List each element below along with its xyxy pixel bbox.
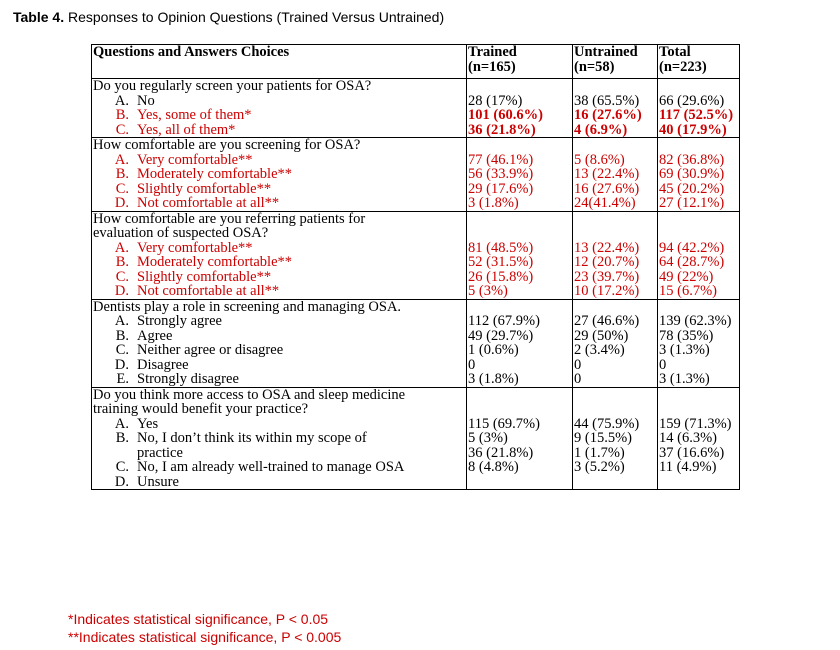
trained-cell: 112 (67.9%) 49 (29.7%) 1 (0.6%) 0 3 (1.8%) <box>467 299 573 387</box>
question-cell <box>92 387 467 490</box>
answer-option: D. Disagree <box>114 356 189 373</box>
answer-option: A. Very comfortable** <box>114 151 253 168</box>
answer-option: B. Yes, some of them* <box>115 107 252 123</box>
answer-option: A. No <box>114 92 155 109</box>
header-untrained: Untrained (n=58) <box>573 45 658 79</box>
footnote-p0005: **Indicates statistical significance, P < 0.005 <box>68 629 342 645</box>
answer-option: D. Not comfortable at all** <box>114 283 280 299</box>
answer-option: C. No, I am already well-trained to manage OSA <box>115 459 405 475</box>
table-caption: Responses to Opinion Questions (Trained Versus Untrained) <box>64 9 445 25</box>
answer-option: B. Moderately comfortable** <box>115 254 293 270</box>
header-trained: Trained (n=165) <box>467 45 573 79</box>
answer-option: C. Slightly comfortable** <box>115 180 272 197</box>
answer-option: A. Strongly agree <box>114 313 222 329</box>
header-total: Total (n=223) <box>658 45 740 79</box>
question-cell <box>92 138 467 212</box>
trained-cell: 81 (48.5%) 52 (31.5%) 26 (15.8%) 5 (3%) <box>467 211 573 299</box>
answer-option: C. Yes, all of them* <box>115 121 236 138</box>
untrained-cell: 38 (65.5%) 16 (27.6%) 4 (6.9%) <box>573 79 658 138</box>
trained-cell: 77 (46.1%) 56 (33.9%) 29 (17.6%) 3 (1.8%) <box>467 138 573 212</box>
answer-option: A. Yes <box>114 415 159 432</box>
table-row <box>92 211 740 299</box>
trained-cell: 28 (17%) 101 (60.6%) 36 (21.8%) <box>467 79 573 138</box>
total-cell: 66 (29.6%) 117 (52.5%) 40 (17.9%) <box>658 79 740 138</box>
question-text: How comfortable are you screening for OSA? <box>93 137 361 153</box>
answer-option: C. Neither agree or disagree <box>115 342 284 358</box>
answer-option: practice <box>137 444 183 461</box>
question-text: Dentists play a role in screening and managing OSA. <box>93 298 402 315</box>
answer-option: D. Not comfortable at all** <box>114 195 280 211</box>
total-cell: 94 (42.2%) 64 (28.7%) 49 (22%) 15 (6.7%) <box>658 211 740 299</box>
question-text: Do you regularly screen your patients for OSA? <box>93 78 372 94</box>
trained-cell: 115 (69.7%) 5 (3%) 36 (21.8%) 8 (4.8%) <box>467 387 573 490</box>
answer-option: B. No, I don’t think its within my scope of <box>115 430 367 446</box>
untrained-cell: 44 (75.9%) 9 (15.5%) 1 (1.7%) 3 (5.2%) <box>573 387 658 490</box>
untrained-cell: 27 (46.6%) 29 (50%) 2 (3.4%) 0 0 <box>573 299 658 387</box>
answer-option: C. Slightly comfortable** <box>115 268 272 285</box>
table-row <box>92 138 740 212</box>
total-cell: 159 (71.3%) 14 (6.3%) 37 (16.6%) 11 (4.9%) <box>658 387 740 490</box>
answer-option: D. Unsure <box>114 473 179 490</box>
question-text: training would benefit your practice? <box>93 401 309 417</box>
question-text: Do you think more access to OSA and sleep medicine <box>93 386 406 403</box>
answer-option: A. Very comfortable** <box>114 239 253 256</box>
question-cell <box>92 211 467 299</box>
table-row <box>92 79 740 138</box>
question-cell <box>92 79 467 138</box>
question-text: evaluation of suspected OSA? <box>93 225 269 241</box>
footnote-p005: *Indicates statistical significance, P < 0.05 <box>68 611 329 627</box>
answer-option: E. Strongly disagree <box>116 371 239 387</box>
question-text: How comfortable are you referring patients for <box>93 210 366 227</box>
untrained-cell: 5 (8.6%) 13 (22.4%) 16 (27.6%) 24(41.4%) <box>573 138 658 212</box>
table-title <box>13 9 444 25</box>
total-cell: 82 (36.8%) 69 (30.9%) 45 (20.2%) 27 (12.1%) <box>658 138 740 212</box>
opinion-table <box>91 44 740 490</box>
table-row <box>92 387 740 490</box>
untrained-cell: 13 (22.4%) 12 (20.7%) 23 (39.7%) 10 (17.2%) <box>573 211 658 299</box>
table-row <box>92 299 740 387</box>
answer-option: B. Moderately comfortable** <box>115 166 293 182</box>
answer-option: B. Agree <box>115 327 173 344</box>
total-cell: 139 (62.3%) 78 (35%) 3 (1.3%) 0 3 (1.3%) <box>658 299 740 387</box>
question-cell <box>92 299 467 387</box>
header-row <box>92 45 740 79</box>
table-label: Table 4. <box>13 9 65 25</box>
header-questions: Questions and Answers Choices <box>92 45 467 79</box>
